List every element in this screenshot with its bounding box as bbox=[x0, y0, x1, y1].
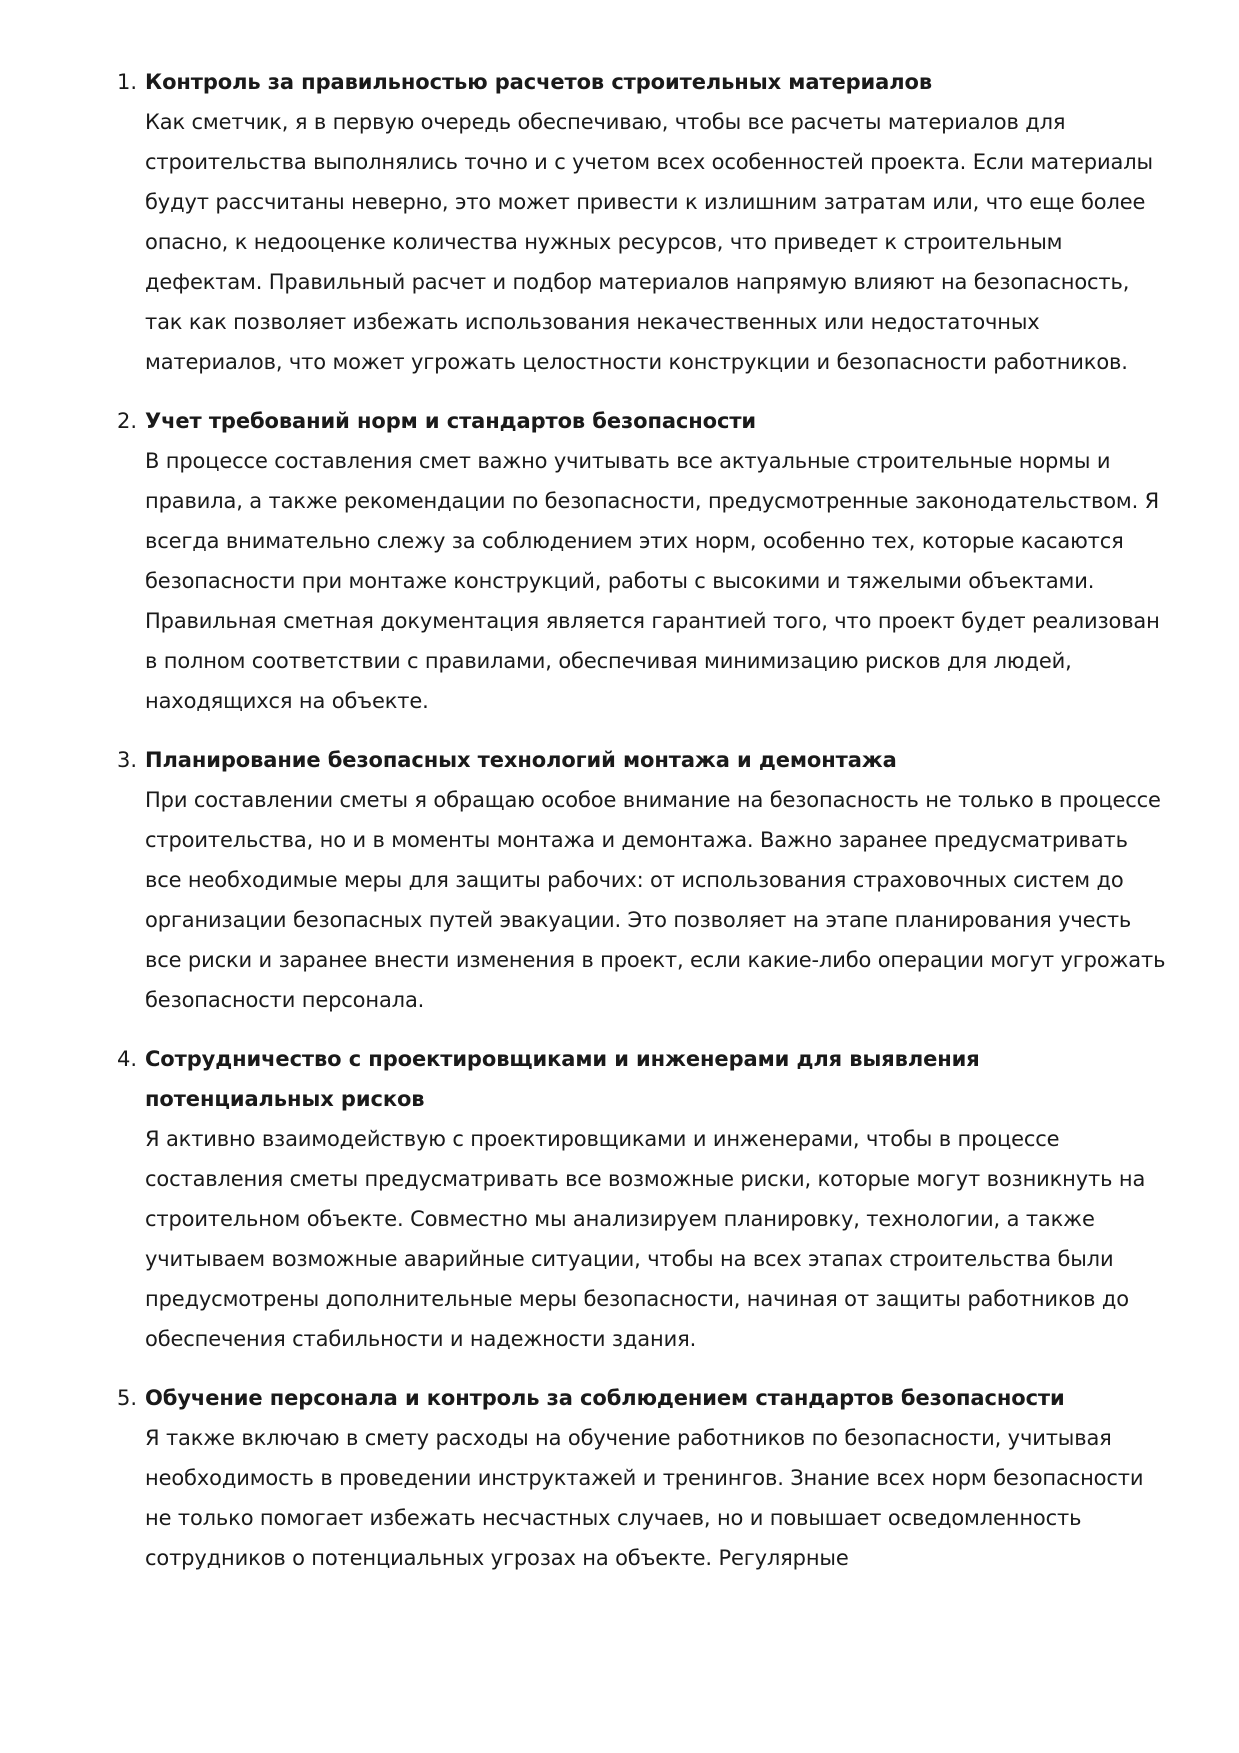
item-number: 3. bbox=[117, 748, 138, 772]
list-item bbox=[117, 1039, 1167, 1359]
item-heading: Контроль за правильностью расчетов строительных материалов bbox=[145, 70, 933, 94]
item-text: Я активно взаимодействую с проектировщиками и инженерами, чтобы в процессе составления сметы предусматривать все возможные риски, которые могут возникнуть на строительном объекте. Совместно мы анализируем планировку, технологии, а также учитываем возможные аварийные ситуации, чтобы на всех этапах строительства были предусмотрены дополнительные меры безопасности, начиная от защиты работников до обеспечения стабильности и надежности здания. bbox=[145, 1127, 1146, 1351]
item-text: Как сметчик, я в первую очередь обеспечиваю, чтобы все расчеты материалов для строительства выполнялись точно и с учетом всех особенностей проекта. Если материалы будут рассчитаны неверно, это может привести к излишним затратам или, что еще более опасно, к недооценке количества нужных ресурсов, что приведет к строительным дефектам. Правильный расчет и подбор материалов напрямую влияют на безопасность, так как позволяет избежать использования некачественных или недостаточных материалов, что может угрожать целостности конструкции и безопасности работников. bbox=[145, 110, 1153, 374]
list-item bbox=[117, 740, 1167, 1020]
list-item bbox=[117, 62, 1167, 382]
item-number: 1. bbox=[117, 70, 138, 94]
item-heading: Планирование безопасных технологий монтажа и демонтажа bbox=[145, 748, 897, 772]
item-text: В процессе составления смет важно учитывать все актуальные строительные нормы и правила, а также рекомендации по безопасности, предусмотренные законодательством. Я всегда внимательно слежу за соблюдением этих норм, особенно тех, которые касаются безопасности при монтаже конструкций, работы с высокими и тяжелыми объектами. Правильная сметная документация является гарантией того, что проект будет реализован в полном соответствии с правилами, обеспечивая минимизацию рисков для людей, находящихся на объекте. bbox=[145, 449, 1160, 713]
item-number: 5. bbox=[117, 1386, 138, 1410]
item-heading: Обучение персонала и контроль за соблюдением стандартов безопасности bbox=[145, 1386, 1065, 1410]
item-text: При составлении сметы я обращаю особое внимание на безопасность не только в процессе строительства, но и в моменты монтажа и демонтажа. Важно заранее предусматривать все необходимые меры для защиты рабочих: от использования страховочных систем до организации безопасных путей эвакуации. Это позволяет на этапе планирования учесть все риски и заранее внести изменения в проект, если какие-либо операции могут угрожать безопасности персонала. bbox=[145, 788, 1166, 1012]
list-item bbox=[117, 401, 1167, 721]
numbered-list bbox=[117, 62, 1167, 1597]
item-number: 4. bbox=[117, 1047, 138, 1071]
item-number: 2. bbox=[117, 409, 138, 433]
item-heading: Учет требований норм и стандартов безопасности bbox=[145, 409, 757, 433]
list-item bbox=[117, 1378, 1167, 1578]
item-text: Я также включаю в смету расходы на обучение работников по безопасности, учитывая необходимость в проведении инструктажей и тренингов. Знание всех норм безопасности не только помогает избежать несчастных случаев, но и повышает осведомленность сотрудников о потенциальных угрозах на объекте. Регулярные bbox=[145, 1426, 1144, 1570]
item-heading: Сотрудничество с проектировщиками и инженерами для выявления потенциальных рисков bbox=[145, 1047, 980, 1111]
